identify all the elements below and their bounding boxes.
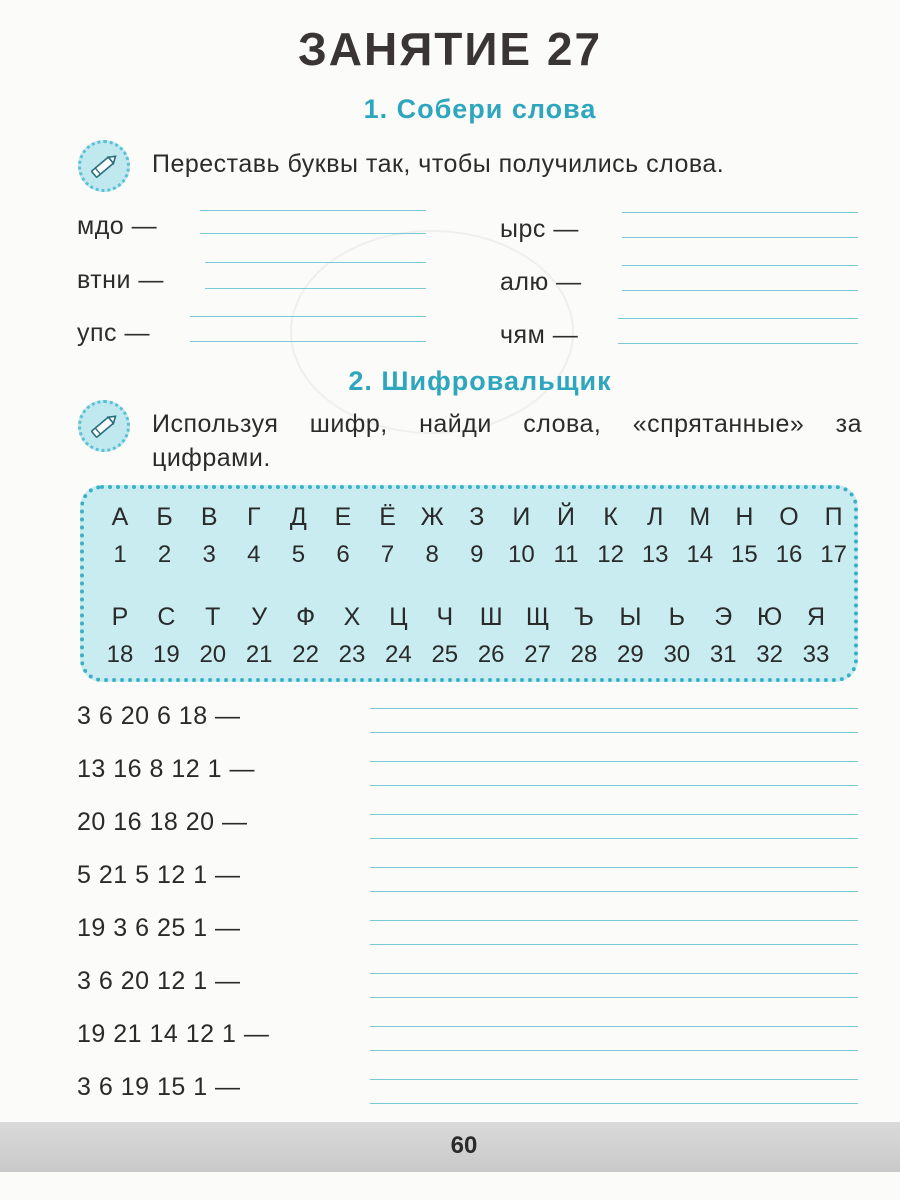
answer-line[interactable]: [370, 973, 858, 974]
cipher-letter: Б: [156, 503, 173, 531]
cipher-number: 11: [553, 541, 579, 568]
task1-heading: 1. Собери слова: [363, 94, 597, 124]
answer-line[interactable]: [618, 343, 858, 344]
cipher-letter: Ъ: [574, 603, 594, 631]
cipher-number: 3: [202, 541, 216, 568]
pencil-icon: [78, 140, 130, 192]
cipher-number: 14: [686, 541, 714, 568]
answer-line[interactable]: [370, 944, 858, 945]
answer-line[interactable]: [200, 233, 426, 234]
cipher-number: 12: [597, 541, 624, 568]
answer-line[interactable]: [622, 237, 858, 238]
cipher-number: 15: [731, 541, 758, 568]
answer-line[interactable]: [370, 920, 858, 921]
cipher-letter: Ч: [436, 603, 454, 631]
cipher-number: 2: [157, 541, 172, 568]
cipher-letter: У: [251, 603, 268, 631]
cipher-letter: Д: [289, 503, 307, 531]
answer-line[interactable]: [622, 265, 858, 266]
cipher-letter: М: [689, 503, 711, 531]
scrambled-word: втни —: [77, 266, 164, 294]
cipher-letter: Г: [247, 503, 261, 531]
cipher-letter: Ш: [479, 603, 503, 631]
cipher-code: 3 6 19 15 1 —: [77, 1073, 241, 1101]
answer-line[interactable]: [370, 1079, 858, 1080]
answer-line[interactable]: [370, 1026, 858, 1027]
cipher-number: 21: [245, 641, 273, 668]
cipher-letter: Ы: [619, 603, 642, 631]
task2-instruction-line2: цифрами.: [152, 444, 271, 472]
cipher-letter: Л: [646, 503, 664, 531]
cipher-number: 31: [709, 641, 737, 668]
cipher-letter: П: [824, 503, 843, 531]
answer-line[interactable]: [370, 891, 858, 892]
cipher-number: 20: [199, 641, 227, 668]
cipher-number: 24: [385, 641, 412, 668]
cipher-letter: Т: [205, 603, 221, 631]
task2-instruction-line1: Используя шифр, найди слова, «спрятанные» за: [152, 410, 862, 438]
answer-line[interactable]: [205, 262, 426, 263]
cipher-number: 4: [247, 541, 261, 568]
answer-line[interactable]: [370, 1050, 858, 1051]
cipher-code: 3 6 20 12 1 —: [77, 967, 241, 995]
cipher-number: 10: [508, 541, 535, 568]
answer-line[interactable]: [370, 785, 858, 786]
cipher-number: 17: [820, 541, 847, 568]
cipher-letter: И: [512, 503, 531, 531]
cipher-number: 30: [663, 641, 691, 668]
answer-line[interactable]: [370, 997, 858, 998]
cipher-number: 7: [380, 541, 395, 568]
cipher-letter: С: [157, 603, 176, 631]
cipher-letter: Ь: [668, 603, 685, 631]
cipher-letter: Х: [343, 603, 361, 631]
answer-line[interactable]: [190, 316, 426, 317]
cipher-number: 6: [336, 541, 350, 568]
cipher-letter: Щ: [525, 603, 550, 631]
cipher-code: 13 16 8 12 1 —: [77, 755, 255, 783]
answer-line[interactable]: [370, 814, 858, 815]
answer-line[interactable]: [370, 732, 858, 733]
cipher-number: 33: [802, 641, 830, 668]
cipher-letter: Р: [111, 603, 129, 631]
cipher-number: 27: [524, 641, 551, 668]
scrambled-word: мдо —: [77, 212, 158, 240]
cipher-number: 1: [113, 541, 127, 568]
cipher-code: 19 3 6 25 1 —: [77, 914, 241, 942]
cipher-number: 26: [477, 641, 505, 668]
cipher-letter: Ц: [389, 603, 408, 631]
scrambled-word: ырс —: [500, 215, 579, 243]
cipher-number: 25: [431, 641, 459, 668]
cipher-number: 22: [292, 641, 319, 668]
answer-line[interactable]: [190, 341, 426, 342]
answer-line[interactable]: [622, 212, 858, 213]
cipher-letter: Й: [557, 503, 575, 531]
cipher-letter: К: [603, 503, 618, 531]
cipher-letter: Ё: [379, 503, 396, 531]
cipher-letter: Е: [334, 503, 352, 531]
cipher-letter: Ю: [756, 603, 783, 631]
cipher-number: 28: [570, 641, 598, 668]
cipher-number: 32: [756, 641, 783, 668]
page-number: 60: [450, 1132, 478, 1159]
cipher-code: 20 16 18 20 —: [77, 808, 248, 836]
page-title: ЗАНЯТИЕ 27: [297, 23, 603, 75]
cipher-letter: Н: [735, 503, 754, 531]
cipher-letter: З: [469, 503, 485, 531]
cipher-letter: Я: [806, 603, 826, 631]
cipher-number: 16: [775, 541, 803, 568]
cipher-letter: Ж: [420, 503, 444, 531]
answer-line[interactable]: [370, 867, 858, 868]
answer-line[interactable]: [370, 838, 858, 839]
answer-line[interactable]: [618, 318, 858, 319]
cipher-number: 8: [425, 541, 439, 568]
cipher-letter: Э: [714, 603, 733, 631]
answer-line[interactable]: [200, 210, 426, 211]
task1-instruction: Переставь буквы так, чтобы получились слова.: [152, 150, 725, 178]
cipher-table: [80, 485, 858, 682]
answer-line[interactable]: [370, 761, 858, 762]
cipher-number: 9: [470, 541, 484, 568]
cipher-code: 19 21 14 12 1 —: [77, 1020, 270, 1048]
cipher-code: 3 6 20 6 18 —: [77, 702, 241, 730]
answer-line[interactable]: [622, 290, 858, 291]
cipher-number: 13: [641, 541, 669, 568]
answer-line[interactable]: [370, 708, 858, 709]
scrambled-word: упс —: [77, 319, 150, 347]
cipher-letter: О: [779, 503, 799, 531]
cipher-code: 5 21 5 12 1 —: [77, 861, 241, 889]
answer-line[interactable]: [205, 288, 426, 289]
cipher-number: 29: [617, 641, 644, 668]
cipher-number: 23: [338, 641, 366, 668]
cipher-letter: Ф: [296, 603, 316, 631]
scrambled-word: алю —: [500, 268, 582, 296]
cipher-number: 19: [153, 641, 180, 668]
pencil-icon: [78, 400, 130, 452]
cipher-number: 18: [106, 641, 134, 668]
cipher-letter: В: [200, 503, 218, 531]
cipher-letter: А: [111, 503, 129, 531]
scrambled-word: чям —: [500, 321, 579, 349]
answer-line[interactable]: [370, 1103, 858, 1104]
task2-heading: 2. Шифровальщик: [348, 366, 612, 396]
cipher-number: 5: [291, 541, 306, 568]
